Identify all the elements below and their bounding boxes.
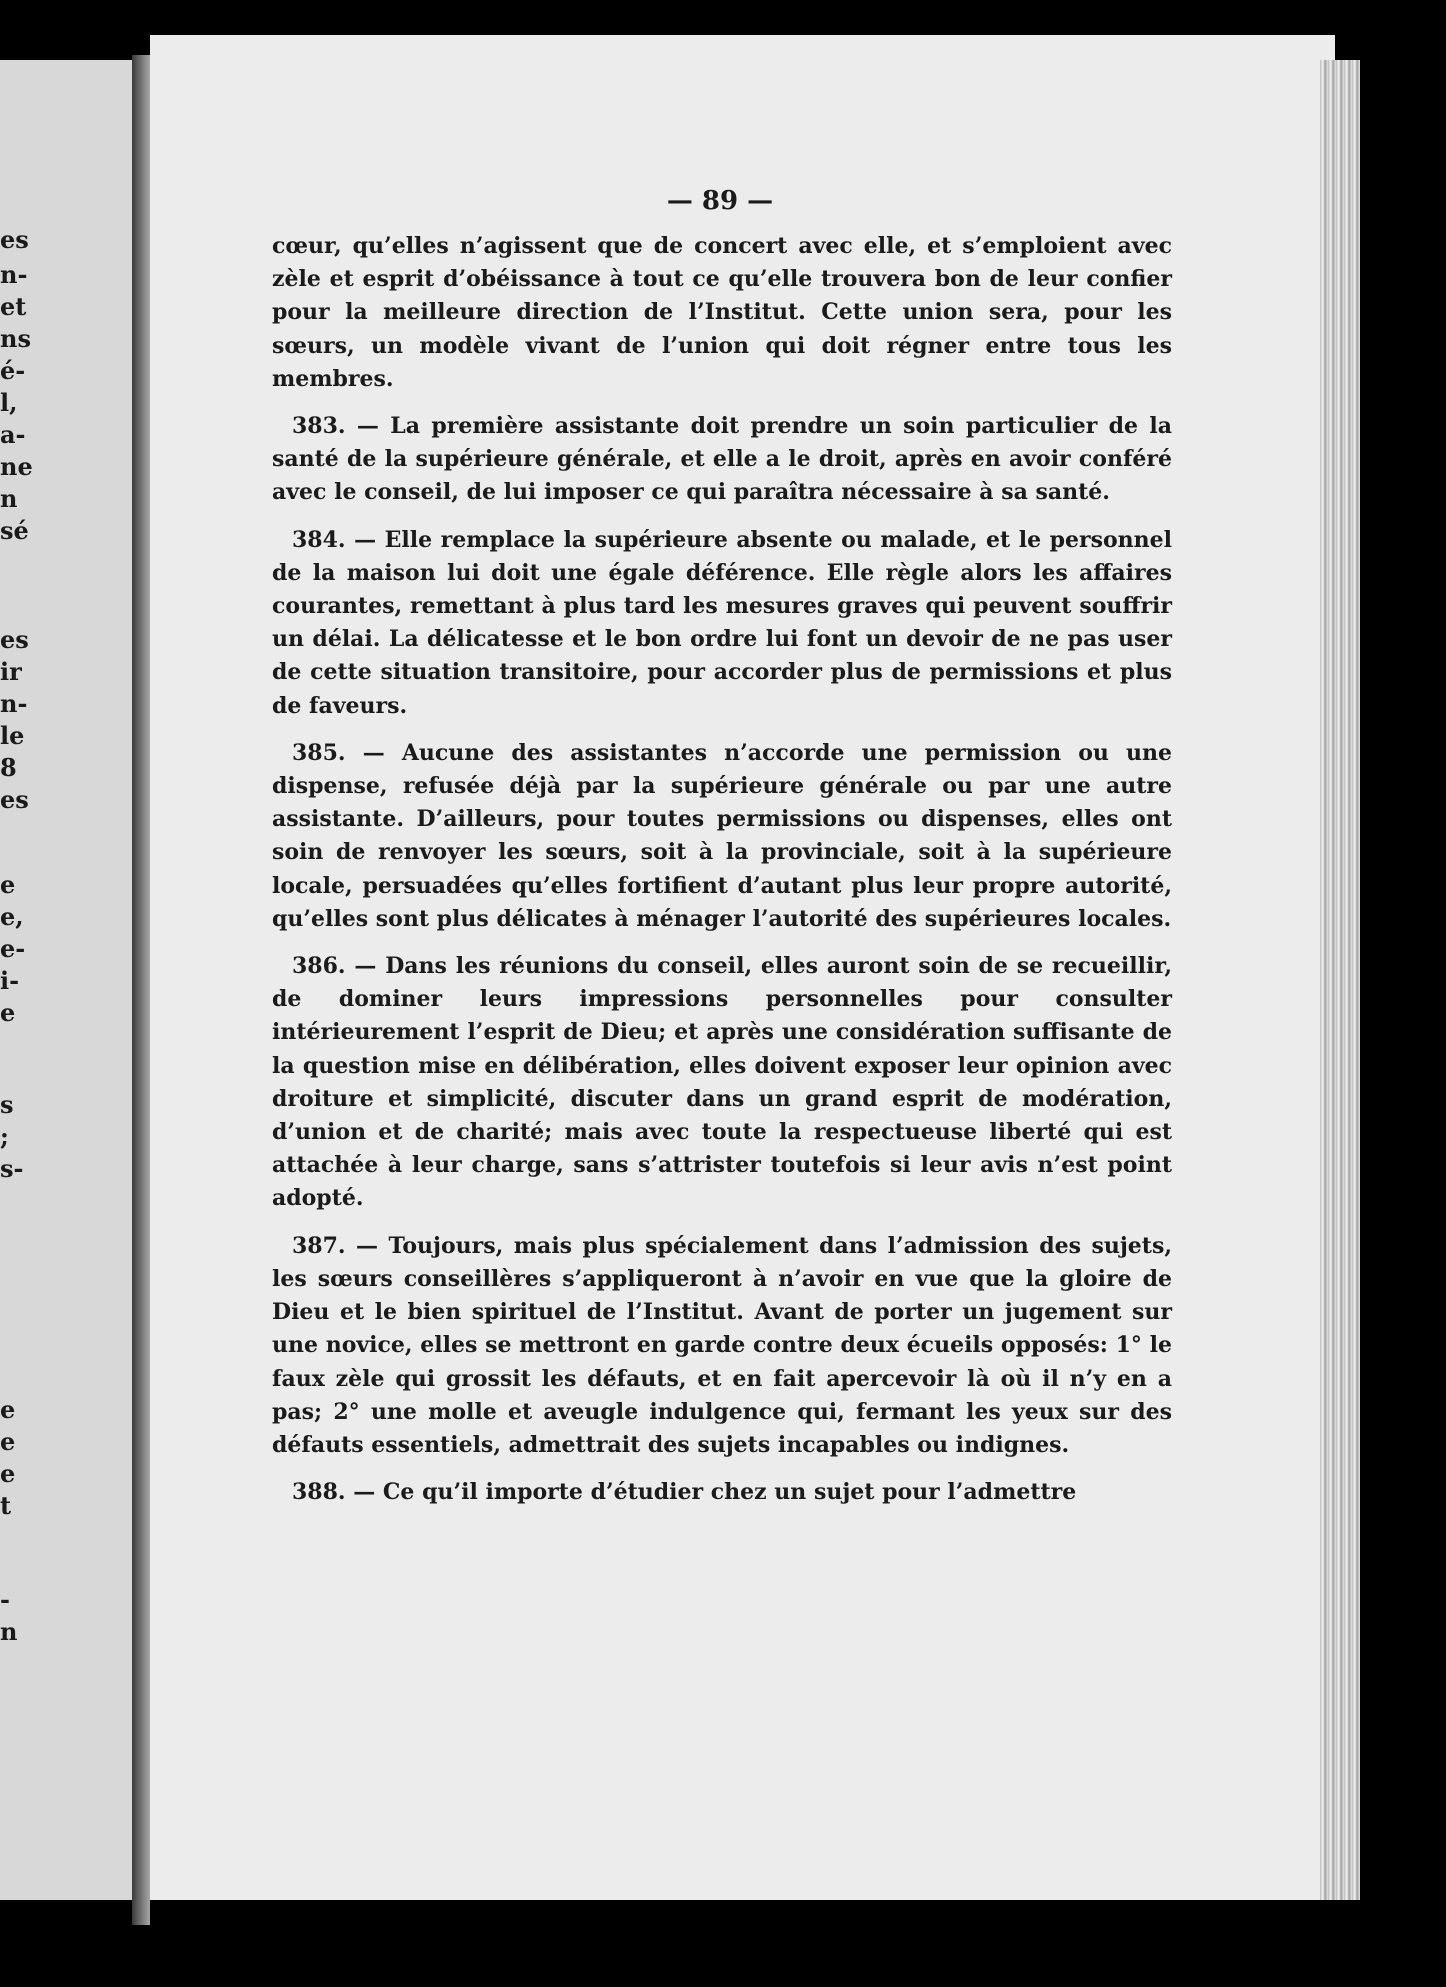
left-page-fragment: e: [0, 1459, 16, 1488]
left-page-fragment: -: [0, 1585, 10, 1614]
left-page-fragment: et: [0, 292, 27, 321]
left-page-fragment: n-: [0, 689, 28, 718]
paragraph-383: 383. — La première assistante doit prendre un soin particulier de la santé de la supérieure générale, et elle a le droit, après en avoir conféré avec le conseil, de lui imposer ce qui paraîtra nécessaire à sa santé.: [272, 413, 1172, 506]
left-page-fragment: ns: [0, 324, 31, 353]
left-page-fragment: e: [0, 870, 16, 899]
left-page-fragment: l,: [0, 388, 18, 417]
previous-page-sliver: [0, 60, 132, 1900]
left-page-fragment: n-: [0, 260, 28, 289]
paragraph-385: 385. — Aucune des assistantes n’accorde une permission ou une dispense, refusée déjà par la supérieure générale ou par une autre assistante. D’ailleurs, pour toutes permissions ou dispenses, elles ont soin de renvoyer les sœurs, soit à la provinciale, soit à la supérieure locale, persuadées qu’elles fortifient d’autant plus leur propre autorité, qu’elles sont plus délicates à ménager l’autorité des supérieures locales.: [272, 739, 1172, 932]
left-page-fragment: es: [0, 225, 29, 254]
left-page-fragment: i-: [0, 966, 20, 995]
scan-bottom-shadow: [150, 1900, 1360, 1987]
page-edges: [1320, 60, 1360, 1940]
left-page-fragment: sé: [0, 516, 29, 545]
left-page-fragment: es: [0, 625, 29, 654]
left-page-fragment: n: [0, 1617, 18, 1646]
left-page-fragment: e: [0, 1395, 16, 1424]
paragraph-388: 388. — Ce qu’il importe d’étudier chez un sujet pour l’admettre: [292, 1479, 1077, 1506]
paragraph-continuation: cœur, qu’elles n’agissent que de concert avec elle, et s’emploient avec zèle et esprit d’obéissance à tout ce qu’elle trouvera bon de leur confier pour la meilleure direction de l’Institut. Cette union sera, pour les sœurs, un modèle vivant de l’union qui doit régner entre tous les membres.: [272, 233, 1172, 392]
left-page-fragment: es: [0, 785, 29, 814]
page-body: [272, 230, 1172, 1523]
left-page-fragment: n: [0, 484, 18, 513]
left-page-fragment: s-: [0, 1154, 24, 1183]
left-page-fragment: ir: [0, 657, 22, 686]
left-page-fragment: s: [0, 1090, 14, 1119]
left-page-fragment: a-: [0, 420, 26, 449]
paragraph-387: 387. — Toujours, mais plus spécialement dans l’admission des sujets, les sœurs conseillères s’appliqueront à n’avoir en vue que la gloire de Dieu et le bien spirituel de l’Institut. Avant de porter un jugement sur une novice, elles se mettront en garde contre deux écueils opposés: 1° le faux zèle qui grossit les défauts, et en fait apercevoir là où il n’y en a pas; 2° une molle et aveugle indulgence qui, fermant les yeux sur des défauts essentiels, admettrait des sujets incapables ou indignes.: [272, 1232, 1172, 1458]
left-page-fragment: ne: [0, 452, 33, 481]
left-page-fragment: t: [0, 1491, 12, 1520]
left-page-fragment: é-: [0, 356, 26, 385]
left-page-fragment: e: [0, 998, 16, 1027]
left-page-fragment: ;: [0, 1122, 9, 1151]
page-number: — 89 —: [666, 186, 774, 216]
paragraph-384: 384. — Elle remplace la supérieure absente ou malade, et le personnel de la maison lui doit une égale déférence. Elle règle alors les affaires courantes, remettant à plus tard les mesures graves qui peuvent souffrir un délai. La délicatesse et le bon ordre lui font un devoir de ne pas user de cette situation transitoire, pour accorder plus de permissions et plus de faveurs.: [272, 526, 1172, 719]
paragraph-386: 386. — Dans les réunions du conseil, elles auront soin de se recueillir, de dominer leurs impressions personnelles pour consulter intérieurement l’esprit de Dieu; et après une considération suffisante de la question mise en délibération, elles doivent exposer leur opinion avec droiture et simplicité, discuter dans un grand esprit de modération, d’union et de charité; mais avec toute la respectueuse liberté qui est attachée à leur charge, sans s’attrister toutefois si leur avis n’est point adopté.: [272, 953, 1172, 1212]
left-page-fragment: e,: [0, 902, 24, 931]
left-page-fragment: e: [0, 1427, 16, 1456]
left-page-fragment: e-: [0, 934, 26, 963]
left-page-fragment: le: [0, 721, 25, 750]
left-page-fragment: 8: [0, 753, 17, 782]
